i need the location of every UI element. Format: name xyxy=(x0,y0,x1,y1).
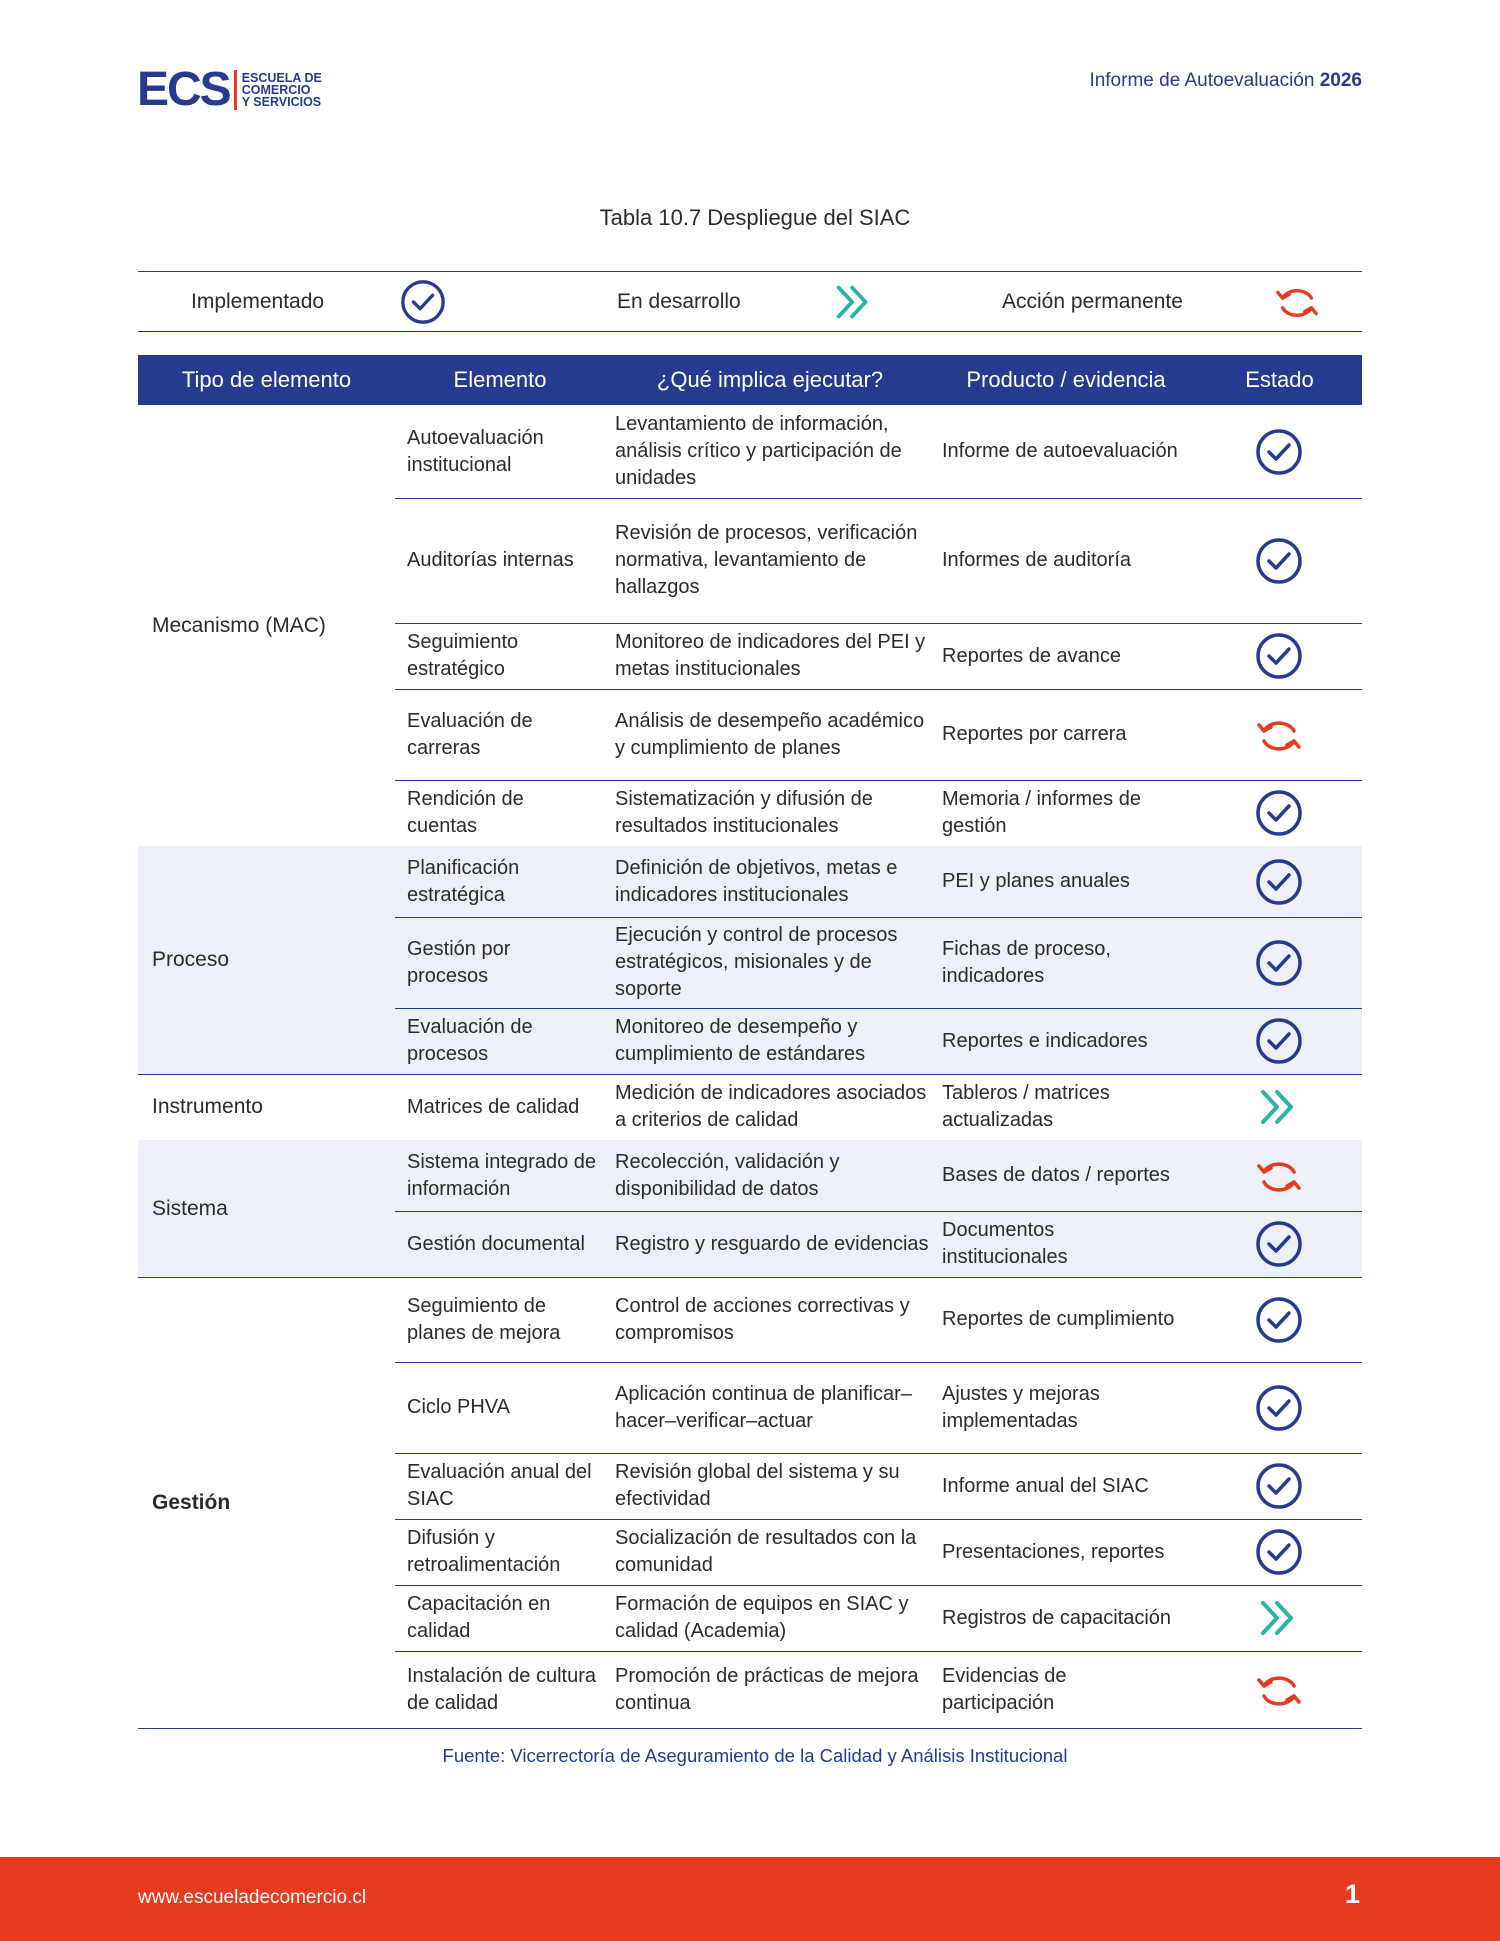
cell-implica: Definición de objetivos, metas e indicadores institucionales xyxy=(615,856,898,906)
cell-elemento: Planificación estratégica xyxy=(407,856,520,906)
cell-elemento: Evaluación anual del SIAC xyxy=(407,1461,592,1510)
cell-producto: Reportes de avance xyxy=(942,644,1122,667)
logo-mark: ECS xyxy=(137,63,230,116)
check-circle-icon xyxy=(1254,857,1304,907)
check-circle-icon xyxy=(1254,536,1304,586)
cell-producto: PEI y planes anuales xyxy=(942,870,1130,892)
cell-producto: Presentaciones, reportes xyxy=(942,1540,1165,1563)
group-label: Sistema xyxy=(152,1196,228,1220)
table-row xyxy=(395,498,1362,623)
cell-implica: Sistematización y difusión de resultados institucionales xyxy=(615,788,873,837)
report-title xyxy=(1089,70,1362,92)
cell-estado xyxy=(1195,1211,1363,1277)
cell-estado xyxy=(1195,1074,1363,1140)
cell-producto: Memoria / informes de gestión xyxy=(942,788,1141,837)
page-number: 1 xyxy=(1344,1879,1360,1909)
cell-elemento: Ciclo PHVA xyxy=(407,1396,510,1418)
report-title-text: Informe de Autoevaluación xyxy=(1089,70,1315,91)
cell-implica: Medición de indicadores asociados a criterios de calidad xyxy=(615,1082,927,1131)
table-row xyxy=(395,1362,1362,1453)
table-header xyxy=(138,355,1362,405)
cell-producto: Tableros / matrices actualizadas xyxy=(942,1082,1110,1131)
refresh-cycle-icon xyxy=(1273,278,1321,326)
header-producto: Producto / evidencia xyxy=(966,367,1166,392)
cell-estado xyxy=(1195,1140,1363,1211)
header-estado: Estado xyxy=(1245,367,1314,392)
group-label: Mecanismo (MAC) xyxy=(152,613,326,637)
table-row xyxy=(395,1074,1362,1140)
table-row xyxy=(395,780,1362,846)
logo-text xyxy=(242,72,322,108)
table-row xyxy=(395,1140,1362,1211)
cell-producto: Fichas de proceso, indicadores xyxy=(942,937,1111,987)
cell-estado xyxy=(1195,1519,1363,1585)
page-footer xyxy=(0,1857,1500,1941)
cell-estado xyxy=(1195,1008,1363,1074)
report-year: 2026 xyxy=(1319,70,1362,91)
cell-implica: Formación de equipos en SIAC y calidad (Academia) xyxy=(615,1593,909,1642)
double-chevron-right-icon xyxy=(1254,1593,1304,1643)
refresh-cycle-icon xyxy=(1254,1665,1304,1715)
table-source: Fuente: Vicerrectoría de Aseguramiento de la Calidad y Análisis Institucional xyxy=(442,1745,1068,1766)
legend-implemented-label: Implementado xyxy=(191,289,325,313)
table-row xyxy=(395,1519,1362,1585)
cell-implica: Recolección, validación y disponibilidad de datos xyxy=(615,1150,840,1200)
cell-estado xyxy=(1195,1585,1363,1651)
cell-estado xyxy=(1195,1277,1363,1362)
group-label: Proceso xyxy=(152,948,230,971)
cell-estado xyxy=(1195,1453,1363,1519)
cell-estado xyxy=(1195,1362,1363,1453)
cell-implica: Registro y resguardo de evidencias xyxy=(615,1232,929,1255)
cell-elemento: Evaluación de procesos xyxy=(407,1016,533,1065)
cell-producto: Evidencias de participación xyxy=(942,1664,1067,1714)
footer-url: www.escueladecomercio.cl xyxy=(138,1887,367,1908)
check-circle-icon xyxy=(1254,938,1304,988)
cell-estado xyxy=(1195,780,1363,846)
cell-implica: Aplicación continua de planificar–hacer–verificar–actuar xyxy=(615,1382,912,1432)
table-row xyxy=(395,689,1362,780)
cell-elemento: Seguimiento estratégico xyxy=(407,631,519,680)
cell-elemento: Rendición de cuentas xyxy=(407,788,524,837)
check-circle-icon xyxy=(1254,1527,1304,1577)
header-implica: ¿Qué implica ejecutar? xyxy=(656,367,884,392)
cell-implica: Ejecución y control de procesos estratégicos, misionales y de soporte xyxy=(615,924,898,1000)
group-label: Gestión xyxy=(152,1490,231,1514)
refresh-cycle-icon xyxy=(1254,710,1304,760)
cell-elemento: Autoevaluación institucional xyxy=(407,426,544,476)
cell-estado xyxy=(1195,405,1363,498)
cell-producto: Registros de capacitación xyxy=(942,1606,1172,1629)
table-row xyxy=(395,1277,1362,1362)
table-row xyxy=(395,1211,1362,1277)
ecs-logo xyxy=(137,63,322,116)
cell-implica: Revisión de procesos, verificación normativa, levantamiento de hallazgos xyxy=(615,522,918,598)
row-divider xyxy=(138,1728,1362,1729)
cell-producto: Reportes e indicadores xyxy=(942,1029,1148,1052)
cell-elemento: Capacitación en calidad xyxy=(407,1593,551,1642)
cell-implica: Revisión global del sistema y su efectividad xyxy=(615,1461,900,1510)
table-row xyxy=(395,917,1362,1008)
check-circle-icon xyxy=(1254,788,1304,838)
check-circle-icon xyxy=(1254,427,1304,477)
cell-producto: Bases de datos / reportes xyxy=(942,1164,1170,1186)
cell-elemento: Instalación de cultura de calidad xyxy=(407,1664,597,1714)
refresh-cycle-icon xyxy=(1254,1151,1304,1201)
table-row xyxy=(395,1453,1362,1519)
cell-producto: Documentos institucionales xyxy=(942,1219,1068,1268)
cell-implica: Monitoreo de desempeño y cumplimiento de estándares xyxy=(615,1016,866,1065)
table-caption: Tabla 10.7 Despliegue del SIAC xyxy=(599,205,911,230)
double-chevron-right-icon xyxy=(830,278,878,326)
logo-line-1: ESCUELA DE xyxy=(241,71,322,85)
legend-permanent-label: Acción permanente xyxy=(1002,289,1183,313)
table-row xyxy=(395,1008,1362,1074)
legend-developing-label: En desarrollo xyxy=(617,289,741,313)
group-label: Instrumento xyxy=(152,1095,263,1118)
header-tipo: Tipo de elemento xyxy=(181,367,352,392)
table-row xyxy=(395,846,1362,917)
table-row xyxy=(395,623,1362,689)
table-row xyxy=(395,405,1362,498)
logo-divider xyxy=(234,70,237,110)
logo-line-3: Y SERVICIOS xyxy=(241,95,322,109)
cell-producto: Ajustes y mejoras implementadas xyxy=(942,1382,1100,1432)
cell-implica: Promoción de prácticas de mejora continua xyxy=(615,1664,919,1714)
cell-implica: Monitoreo de indicadores del PEI y metas institucionales xyxy=(615,631,926,680)
check-circle-icon xyxy=(1254,631,1304,681)
cell-implica: Socialización de resultados con la comunidad xyxy=(615,1527,917,1576)
cell-implica: Análisis de desempeño académico y cumplimiento de planes xyxy=(615,709,925,759)
cell-elemento: Sistema integrado de información xyxy=(407,1150,597,1200)
table-row xyxy=(395,1651,1362,1728)
header-elemento: Elemento xyxy=(453,367,547,392)
status-legend xyxy=(138,271,1362,332)
cell-implica: Levantamiento de información, análisis crítico y participación de unidades xyxy=(615,413,902,489)
cell-elemento: Difusión y retroalimentación xyxy=(407,1527,561,1576)
cell-elemento: Evaluación de carreras xyxy=(407,709,533,759)
cell-elemento: Gestión por procesos xyxy=(407,937,511,987)
cell-estado xyxy=(1195,1651,1363,1728)
check-circle-icon xyxy=(1254,1219,1304,1269)
check-circle-icon xyxy=(1254,1461,1304,1511)
cell-producto: Informe anual del SIAC xyxy=(942,1474,1149,1497)
cell-implica: Control de acciones correctivas y compromisos xyxy=(615,1294,910,1344)
cell-estado xyxy=(1195,623,1363,689)
cell-elemento: Matrices de calidad xyxy=(407,1095,580,1118)
cell-producto: Reportes por carrera xyxy=(942,723,1127,745)
check-circle-icon xyxy=(1254,1295,1304,1345)
cell-elemento: Auditorías internas xyxy=(407,549,574,571)
logo-line-2: COMERCIO xyxy=(241,83,311,97)
cell-estado xyxy=(1195,846,1363,917)
check-circle-icon xyxy=(1254,1016,1304,1066)
cell-producto: Informe de autoevaluación xyxy=(942,440,1178,462)
table-row xyxy=(395,1585,1362,1651)
check-circle-icon xyxy=(1254,1383,1304,1433)
cell-estado xyxy=(1195,917,1363,1008)
check-circle-icon xyxy=(399,278,447,326)
cell-estado xyxy=(1195,689,1363,780)
double-chevron-right-icon xyxy=(1254,1082,1304,1132)
cell-producto: Reportes de cumplimiento xyxy=(942,1308,1175,1330)
cell-estado xyxy=(1195,498,1363,623)
cell-elemento: Gestión documental xyxy=(407,1232,585,1255)
cell-producto: Informes de auditoría xyxy=(942,549,1131,571)
cell-elemento: Seguimiento de planes de mejora xyxy=(407,1294,561,1344)
